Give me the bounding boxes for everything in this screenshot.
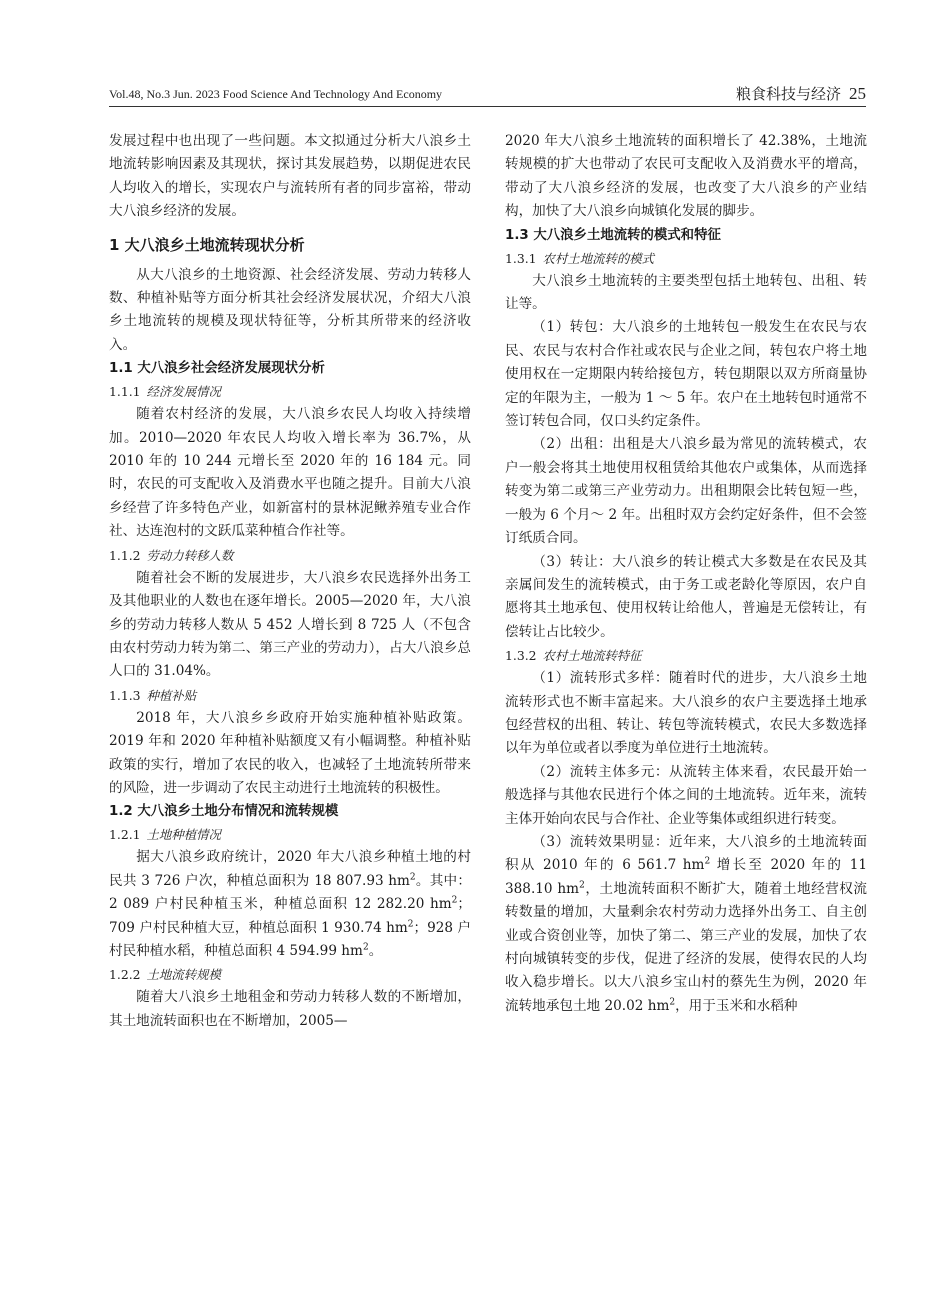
section-number: 1.1.3	[109, 687, 141, 703]
section-number: 1.3.2	[505, 648, 537, 664]
intro-paragraph: 发展过程中也出现了一些问题。本文拟通过分析大八浪乡土地流转影响因素及其现状，探讨其发展趋势，以期促进农民人均收入的增长，实现农户与流转所有者的同步富裕，带动大八浪乡经济的发展。	[109, 133, 471, 220]
section-1-2-2-paragraph: 随着大八浪乡土地租金和劳动力转移人数的不断增加，其土地流转面积也在不断增加，2005—	[109, 989, 471, 1029]
section-1-2-2-heading	[109, 963, 471, 986]
mode-subcontract-paragraph: （1）转包：大八浪乡的土地转包一般发生在农民与农民、农民与农村合作社或农民与企业之间，转包农户将土地使用权在一定期限内转给接包方，转包期限以双方所商量协定的年限为主，一般为 1 ～ 5 年。农户在土地转包时通常不签订转包合同，仅口头约定条件。	[505, 319, 867, 430]
continued-paragraph: 2020 年大八浪乡土地流转的面积增长了 42.38%，土地流转规模的扩大也带动了农民可支配收入及消费水平的增高，带动了大八浪乡经济的发展，也改变了大八浪乡的产业结构，加快了大八浪乡向城镇化发展的脚步。	[505, 133, 867, 220]
section-number: 1.2.2	[109, 967, 141, 983]
text-run: 。	[368, 942, 383, 959]
running-header	[109, 80, 866, 107]
page-number: 25	[849, 84, 866, 103]
journal-name-and-page	[736, 83, 866, 104]
right-column	[505, 130, 867, 1018]
section-1-paragraph: 从大八浪乡的土地资源、社会经济发展、劳动力转移人数、种植补贴等方面分析其社会经济发展状况，介绍大八浪乡土地流转的规模及现状特征等，分析其所带来的经济收入。	[109, 266, 471, 353]
text-run: ；709 户村民种植大豆，种植总面积 1 930.74 hm	[109, 896, 471, 936]
section-number: 1.1.1	[109, 384, 141, 400]
text-run: 。其中：2 089 户村民种植玉米，种植总面积 12 282.20 hm	[109, 872, 471, 913]
text-run: 据大八浪乡政府统计，2020 年大八浪乡种植土地的村民共 3 726 户次，种植总面积为 18 807.93 hm	[109, 849, 471, 889]
text-run: 增长至 2020 年的 11 388.10 hm	[505, 857, 867, 897]
journal-info: Vol.48, No.3 Jun. 2023 Food Science And Technology And Economy	[109, 87, 443, 101]
section-1-1-2-heading	[109, 544, 471, 567]
superscript: 2	[704, 856, 711, 867]
section-1-heading: 1 大八浪乡土地流转现状分析	[109, 235, 305, 254]
mode-rent-paragraph: （2）出租：出租是大八浪乡最为常见的流转模式，农户一般会将其土地使用权租赁给其他农户或集体，从而选择转变为第二或第三产业劳动力。出租期限会比转包短一些，一般为 6 个月～ 2 年。出租时双方会约定好条件，但不会签订纸质合同。	[505, 436, 867, 547]
section-title: 农村土地流转特征	[542, 648, 642, 664]
section-1-1-1-paragraph: 随着农村经济的发展，大八浪乡农民人均收入持续增加。2010—2020 年农民人均收入增长率为 36.7%，从 2010 年的 10 244 元增长至 2020 年的 16 184 元。同时，农民的可支配收入及消费水平也随之提升。目前大八浪乡经营了许多特色产业，如新富村的景林泥鳅养殖专业合作社、达连泡村的文跃瓜菜种植合作社等。	[109, 406, 471, 540]
section-title: 农村土地流转的模式	[542, 250, 655, 266]
section-1-1-3-paragraph: 2018 年，大八浪乡乡政府开始实施种植补贴政策。2019 年和 2020 年种植补贴额度又有小幅调整。种植补贴政策的实行，增加了农民的收入，也减轻了土地流转所带来的风险，进一步调动了农民主动进行土地流转的积极性。	[109, 709, 471, 796]
feature-subjects-paragraph: （2）流转主体多元：从流转主体来看，农民最开始一般选择与其他农民进行个体之间的土地流转。近年来，流转主体开始向农民与合作社、企业等集体或组织进行转变。	[505, 763, 867, 827]
section-title: 劳动力转移人数	[146, 547, 234, 563]
section-title: 土地种植情况	[146, 827, 221, 843]
superscript: 2	[362, 942, 369, 953]
superscript: 2	[407, 919, 414, 930]
section-number: 1.2.1	[109, 827, 141, 843]
superscript: 2	[409, 872, 416, 883]
text-run: ，土地流转面积不断扩大，随着土地经营权流转数量的增加，大量剩余农村劳动力选择外出务工、自主创业或合资创业等，加快了第二、第三产业的发展，加快了农村向城镇转变的步伐，促进了经济的发展，使得农民的人均收入稳步增长。以大八浪乡宝山村的蔡先生为例，2020 年流转地承包土地 20.02 hm	[505, 880, 868, 1014]
section-1-1-1-heading	[109, 380, 471, 403]
section-1-1-3-heading	[109, 684, 471, 707]
mode-transfer-paragraph: （3）转让：大八浪乡的转让模式大多数是在农民及其亲属间发生的流转模式，由于务工或老龄化等原因，农户自愿将其土地承包、使用权转让给他人，普遍是无偿转让，有偿转让占比较少。	[505, 553, 867, 640]
section-1-3-1-intro: 大八浪乡土地流转的主要类型包括土地转包、出租、转让等。	[505, 272, 867, 313]
section-1-2-1-heading	[109, 823, 471, 846]
section-1-1-heading: 1.1 大八浪乡社会经济发展现状分析	[109, 361, 325, 377]
section-number: 1.3.1	[505, 250, 537, 266]
superscript: 2	[669, 997, 676, 1008]
section-1-2-1-paragraph	[109, 846, 471, 963]
superscript: 2	[579, 880, 585, 891]
section-title: 经济发展情况	[146, 384, 221, 400]
journal-name: 粮食科技与经济	[735, 85, 841, 103]
section-1-3-heading: 1.3 大八浪乡土地流转的模式和特征	[505, 227, 721, 243]
text-run: （3）流转效果明显：近年来，大八浪乡的土地流转面积从 2010 年的 6 561.7 hm	[505, 833, 867, 874]
text-run: ；928 户村民种植水稻，种植总面积 4 594.99 hm	[109, 919, 471, 959]
feature-forms-paragraph: （1）流转形式多样：随着时代的进步，大八浪乡土地流转形式也不断丰富起来。大八浪乡的农户主要选择土地承包经营权的出租、转让、转包等流转模式，农民大多数选择以年为单位或者以季度为单位进行土地流转。	[505, 670, 867, 757]
text-run: ，用于玉米和水稻种	[675, 997, 798, 1014]
superscript: 2	[451, 895, 458, 906]
section-title: 土地流转规模	[146, 967, 221, 983]
section-1-3-2-heading	[505, 644, 867, 667]
section-1-2-heading: 1.2 大八浪乡土地分布情况和流转规模	[109, 804, 339, 820]
left-column	[109, 130, 471, 1033]
section-1-1-2-paragraph: 随着社会不断的发展进步，大八浪乡农民选择外出务工及其他职业的人数也在逐年增长。2005—2020 年，大八浪乡的劳动力转移人数从 5 452 人增长到 8 725 人（不包含由农村劳动力转为第二、第三产业的劳动力），占大八浪乡总人口的 31.04%。	[109, 569, 471, 680]
section-number: 1.1.2	[109, 547, 141, 563]
section-1-3-1-heading	[505, 247, 867, 270]
section-title: 种植补贴	[146, 687, 197, 703]
feature-effects-paragraph	[505, 831, 867, 1018]
